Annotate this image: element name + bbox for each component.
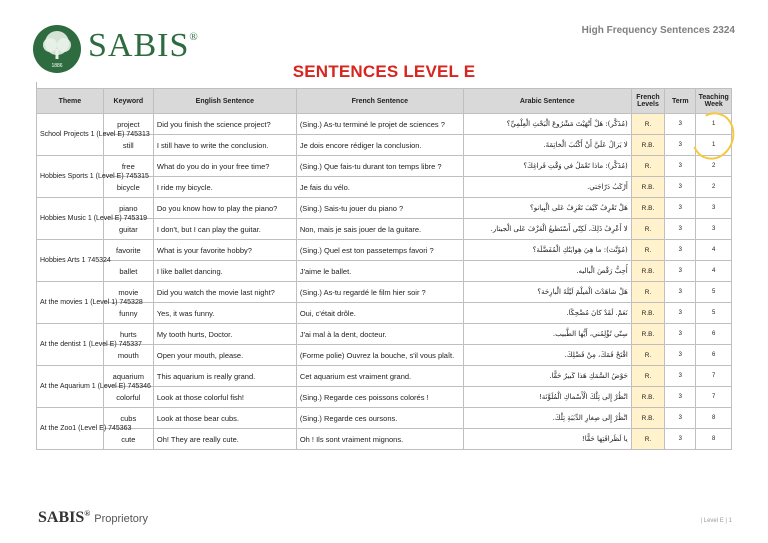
teaching-week-cell: 5 (696, 303, 732, 324)
english-sentence-cell: I ride my bicycle. (153, 177, 296, 198)
keyword-cell: funny (103, 303, 153, 324)
header-teaching-week: Teaching Week (696, 89, 732, 114)
french-sentence-cell: Cet aquarium est vraiment grand. (296, 366, 463, 387)
french-sentence-cell: J'aime le ballet. (296, 261, 463, 282)
french-level-cell: R.B. (631, 135, 664, 156)
theme-cell: At the Zoo1 (Level E) 745363 (37, 408, 104, 450)
english-sentence-cell: What is your favorite hobby? (153, 240, 296, 261)
table-row (37, 408, 732, 429)
french-sentence-cell: Oh ! Ils sont vraiment mignons. (296, 429, 463, 450)
french-sentence-cell: Je dois encore rédiger la conclusion. (296, 135, 463, 156)
keyword-cell: colorful (103, 387, 153, 408)
arabic-sentence-cell: لا أَعْرِفُ ذَلِكَ، لَكِنّي أَسْتَطيعُ الْعَزْفَ عَلى الْجيتار. (463, 219, 631, 240)
table-row (37, 261, 732, 282)
term-cell: 3 (665, 303, 696, 324)
theme-cell: School Projects 1 (Level E) 745313 (37, 114, 104, 156)
english-sentence-cell: Yes, it was funny. (153, 303, 296, 324)
french-level-cell: R.B. (631, 177, 664, 198)
teaching-week-cell: 7 (696, 366, 732, 387)
french-sentence-cell: Oui, c'était drôle. (296, 303, 463, 324)
french-level-cell: R. (631, 429, 664, 450)
keyword-cell: ballet (103, 261, 153, 282)
keyword-cell: project (103, 114, 153, 135)
teaching-week-cell: 5 (696, 282, 732, 303)
theme-cell: At the movies 1 (Level 1) 745328 (37, 282, 104, 324)
teaching-week-cell: 1 (696, 114, 732, 135)
arabic-sentence-cell: نَعَمْ. لَقَدْ كانَ مُضْحِكًا. (463, 303, 631, 324)
logo-name: SABIS (88, 27, 190, 64)
teaching-week-cell: 6 (696, 345, 732, 366)
french-level-cell: R.B. (631, 198, 664, 219)
arabic-sentence-cell: أَرْكَبُ دَرّاجَتي. (463, 177, 631, 198)
english-sentence-cell: I like ballet dancing. (153, 261, 296, 282)
keyword-cell: guitar (103, 219, 153, 240)
teaching-week-cell: 8 (696, 429, 732, 450)
header-keyword: Keyword (103, 89, 153, 114)
english-sentence-cell: I still have to write the conclusion. (153, 135, 296, 156)
term-cell: 3 (665, 345, 696, 366)
french-sentence-cell: (Sing.) Regarde ces poissons colorés ! (296, 387, 463, 408)
table-header-row (37, 89, 732, 114)
arabic-sentence-cell: (مُذَكَّر): هَلْ أَنْهَيْتَ مَشْرُوعَ الْبَحْثِ الْعِلْمِيِّ؟ (463, 114, 631, 135)
term-cell: 3 (665, 240, 696, 261)
arabic-sentence-cell: حَوْضُ السَّمَكِ هَذا كَبيرٌ حَقًّا. (463, 366, 631, 387)
term-cell: 3 (665, 408, 696, 429)
french-sentence-cell: (Sing.) As-tu regardé le film hier soir ? (296, 282, 463, 303)
english-sentence-cell: Oh! They are really cute. (153, 429, 296, 450)
french-sentence-cell: (Forme polie) Ouvrez la bouche, s'il vous plaît. (296, 345, 463, 366)
teaching-week-cell: 1 (696, 135, 732, 156)
arabic-sentence-cell: هَلْ شاهَدْتَ الْفيلْمَ لَيْلَةَ الْبارِحَة؟ (463, 282, 631, 303)
english-sentence-cell: Open your mouth, please. (153, 345, 296, 366)
arabic-sentence-cell: لا يَزالُ عَلَيَّ أَنْ أَكْتُبَ الْخاتِمَةَ. (463, 135, 631, 156)
term-cell: 3 (665, 429, 696, 450)
arabic-sentence-cell: يا لَظَرافَتِها حَقًّا! (463, 429, 631, 450)
french-level-cell: R.B. (631, 324, 664, 345)
page-info: | Level E | 1 (700, 518, 732, 524)
theme-cell: At the Aquarium 1 (Level E) 745346 (37, 366, 104, 408)
term-cell: 3 (665, 135, 696, 156)
logo-registered: ® (189, 31, 199, 43)
french-level-cell: R. (631, 282, 664, 303)
keyword-cell: still (103, 135, 153, 156)
arabic-sentence-cell: انْظُرْ إِلى تِلْكَ الْأَسْماكِ الْمُلَوَّنَة! (463, 387, 631, 408)
term-cell: 3 (665, 114, 696, 135)
term-cell: 3 (665, 282, 696, 303)
french-sentence-cell: Je fais du vélo. (296, 177, 463, 198)
table-row (37, 282, 732, 303)
header-french-levels: French Levels (631, 89, 664, 114)
teaching-week-cell: 4 (696, 240, 732, 261)
french-sentence-cell: (Sing.) Sais-tu jouer du piano ? (296, 198, 463, 219)
french-sentence-cell: (Sing.) Que fais-tu durant ton temps libre ? (296, 156, 463, 177)
keyword-cell: cubs (103, 408, 153, 429)
french-level-cell: R.B. (631, 261, 664, 282)
english-sentence-cell: Do you know how to play the piano? (153, 198, 296, 219)
french-level-cell: R. (631, 366, 664, 387)
header-arabic: Arabic Sentence (463, 89, 631, 114)
teaching-week-cell: 2 (696, 156, 732, 177)
keyword-cell: hurts (103, 324, 153, 345)
header-term: Term (665, 89, 696, 114)
french-level-cell: R.B. (631, 303, 664, 324)
english-sentence-cell: Look at those colorful fish! (153, 387, 296, 408)
arabic-sentence-cell: انْظُرْ إِلى صِغارِ الدِّبَبَةِ تِلْكَ. (463, 408, 631, 429)
teaching-week-cell: 3 (696, 198, 732, 219)
french-sentence-cell: Non, mais je sais jouer de la guitare. (296, 219, 463, 240)
term-cell: 3 (665, 198, 696, 219)
english-sentence-cell: My tooth hurts, Doctor. (153, 324, 296, 345)
english-sentence-cell: What do you do in your free time? (153, 156, 296, 177)
french-sentence-cell: (Sing.) As-tu terminé le projet de sciences ? (296, 114, 463, 135)
french-level-cell: R. (631, 114, 664, 135)
english-sentence-cell: This aquarium is really grand. (153, 366, 296, 387)
footer-logo-name: SABIS (38, 509, 85, 526)
header-english: English Sentence (153, 89, 296, 114)
teaching-week-cell: 2 (696, 177, 732, 198)
teaching-week-cell: 8 (696, 408, 732, 429)
table-row (37, 198, 732, 219)
page-title: SENTENCES LEVEL E (292, 62, 476, 81)
table-row (37, 366, 732, 387)
english-sentence-cell: Look at those bear cubs. (153, 408, 296, 429)
keyword-cell: favorite (103, 240, 153, 261)
term-cell: 3 (665, 261, 696, 282)
arabic-sentence-cell: افْتَحْ فَمَكَ، مِنْ فَضْلِكَ. (463, 345, 631, 366)
arabic-sentence-cell: هَلْ تَعْرِفُ كَيْفَ تَعْزِفُ عَلى الْبِيانو؟ (463, 198, 631, 219)
table-row (37, 156, 732, 177)
term-cell: 3 (665, 387, 696, 408)
header-french: French Sentence (296, 89, 463, 114)
teaching-week-cell: 6 (696, 324, 732, 345)
keyword-cell: movie (103, 282, 153, 303)
theme-cell: Hobbies Sports 1 (Level E) 745315 (37, 156, 104, 198)
keyword-cell: aquarium (103, 366, 153, 387)
term-cell: 3 (665, 366, 696, 387)
english-sentence-cell: I don't, but I can play the guitar. (153, 219, 296, 240)
french-level-cell: R. (631, 345, 664, 366)
arabic-sentence-cell: سِنّي تُؤْلِمُني، أَيُّها الطَّبيب. (463, 324, 631, 345)
french-sentence-cell: J'ai mal à la dent, docteur. (296, 324, 463, 345)
french-level-cell: R. (631, 240, 664, 261)
logo-year: 1886 (51, 63, 63, 69)
keyword-cell: cute (103, 429, 153, 450)
theme-cell: At the dentist 1 (Level E) 745337 (37, 324, 104, 366)
term-cell: 3 (665, 156, 696, 177)
footer-logo-sub: Proprietory (94, 513, 149, 525)
teaching-week-cell: 3 (696, 219, 732, 240)
term-cell: 3 (665, 177, 696, 198)
table-row (37, 429, 732, 450)
french-level-cell: R.B. (631, 387, 664, 408)
teaching-week-cell: 4 (696, 261, 732, 282)
english-sentence-cell: Did you finish the science project? (153, 114, 296, 135)
keyword-cell: bicycle (103, 177, 153, 198)
term-cell: 3 (665, 324, 696, 345)
english-sentence-cell: Did you watch the movie last night? (153, 282, 296, 303)
term-cell: 3 (665, 219, 696, 240)
table-row (37, 324, 732, 345)
french-sentence-cell: (Sing.) Regarde ces oursons. (296, 408, 463, 429)
theme-cell: Hobbies Music 1 (Level E) 745319 (37, 198, 104, 240)
french-level-cell: R. (631, 219, 664, 240)
keyword-cell: mouth (103, 345, 153, 366)
arabic-sentence-cell: (مُذَكَّر): ماذا تَعْمَلُ في وَقْتِ فَراغِكَ؟ (463, 156, 631, 177)
keyword-cell: piano (103, 198, 153, 219)
document-title: High Frequency Sentences 2324 (581, 25, 735, 36)
table-row (37, 114, 732, 135)
french-level-cell: R. (631, 156, 664, 177)
header-theme: Theme (37, 89, 104, 114)
french-sentence-cell: (Sing.) Quel est ton passetemps favori ? (296, 240, 463, 261)
sentences-table (36, 88, 732, 450)
french-level-cell: R.B. (631, 408, 664, 429)
footer-logo (38, 509, 148, 527)
theme-cell: Hobbies Arts 1 745324 (37, 240, 104, 282)
table-row (37, 240, 732, 261)
arabic-sentence-cell: (مُؤَنَّث): ما هِيَ هِوايَتُكِ الْمُفَضَّلَة؟ (463, 240, 631, 261)
keyword-cell: free (103, 156, 153, 177)
footer-logo-registered: ® (84, 509, 91, 518)
arabic-sentence-cell: أُحِبُّ رَقْصَ الْباليه. (463, 261, 631, 282)
teaching-week-cell: 7 (696, 387, 732, 408)
